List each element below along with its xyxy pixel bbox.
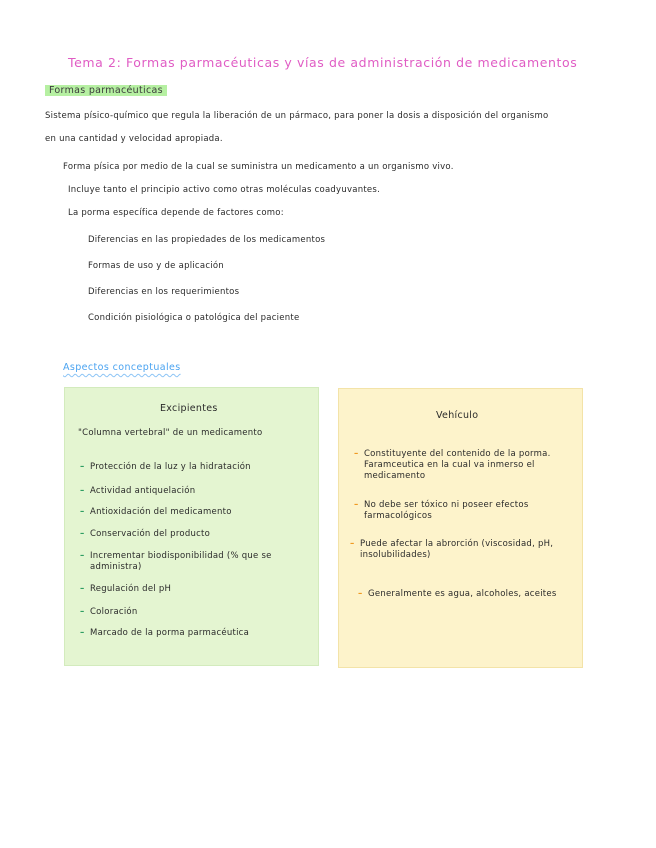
subheading-aspectos: Aspectos conceptuales [63,362,181,373]
factor-item: Condición pisiológica o patológica del paciente [88,313,300,323]
dash-bullet-icon: – [80,507,85,517]
definition-line-2: en una cantidad y velocidad apropiada. [45,134,223,144]
dash-bullet-icon: – [358,589,363,599]
vehiculo-box [338,388,583,668]
dash-bullet-icon: – [80,486,85,496]
dash-bullet-icon: – [80,462,85,472]
dash-bullet-icon: – [354,500,359,510]
section-heading: Formas parmacéuticas [45,85,167,96]
excipiente-item: – Incrementar biodisponibilidad (% que se administra) [80,551,272,572]
excipientes-subtitle: "Columna vertebral" de un medicamento [78,428,263,438]
vehiculo-item: – No debe ser tóxico ni poseer efectos farmacológicos [354,500,529,521]
excipiente-item: – Protección de la luz y la hidratación [80,462,251,472]
excipiente-item: – Coloración [80,607,138,617]
dash-bullet-icon: – [80,529,85,539]
vehiculo-title: Vehículo [436,410,479,421]
vehiculo-item: – Constituyente del contenido de la porma. Faramceutica en la cual va inmerso el medicamento [354,449,551,481]
dash-bullet-icon: – [80,628,85,638]
paragraph-3: La porma específica depende de factores como: [68,208,284,218]
excipientes-title: Excipientes [160,403,218,414]
vehiculo-item: – Generalmente es agua, alcoholes, aceites [358,589,557,599]
excipiente-item: – Marcado de la porma parmacéutica [80,628,250,638]
excipiente-item: – Regulación del pH [80,584,172,594]
dash-bullet-icon: – [354,449,359,459]
factor-item: Diferencias en las propiedades de los medicamentos [88,235,326,245]
dash-bullet-icon: – [80,607,85,617]
excipiente-item: – Antioxidación del medicamento [80,507,232,517]
factor-item: Diferencias en los requerimientos [88,287,240,297]
dash-bullet-icon: – [350,539,355,549]
factor-item: Formas de uso y de aplicación [88,261,224,271]
page-title: Tema 2: Formas parmacéuticas y vías de administración de medicamentos [68,55,578,70]
vehiculo-item: – Puede afectar la abrorción (viscosidad, pH, insolubilidades) [350,539,554,560]
definition-line-1: Sistema písico-químico que regula la liberación de un pármaco, para poner la dosis a disposición del organismo [45,111,549,121]
paragraph-2: Incluye tanto el principio activo como otras moléculas coadyuvantes. [68,185,381,195]
excipiente-item: – Conservación del producto [80,529,211,539]
dash-bullet-icon: – [80,551,85,561]
excipiente-item: – Actividad antiquelación [80,486,196,496]
paragraph-1: Forma písica por medio de la cual se suministra un medicamento a un organismo vivo. [63,162,454,172]
dash-bullet-icon: – [80,584,85,594]
